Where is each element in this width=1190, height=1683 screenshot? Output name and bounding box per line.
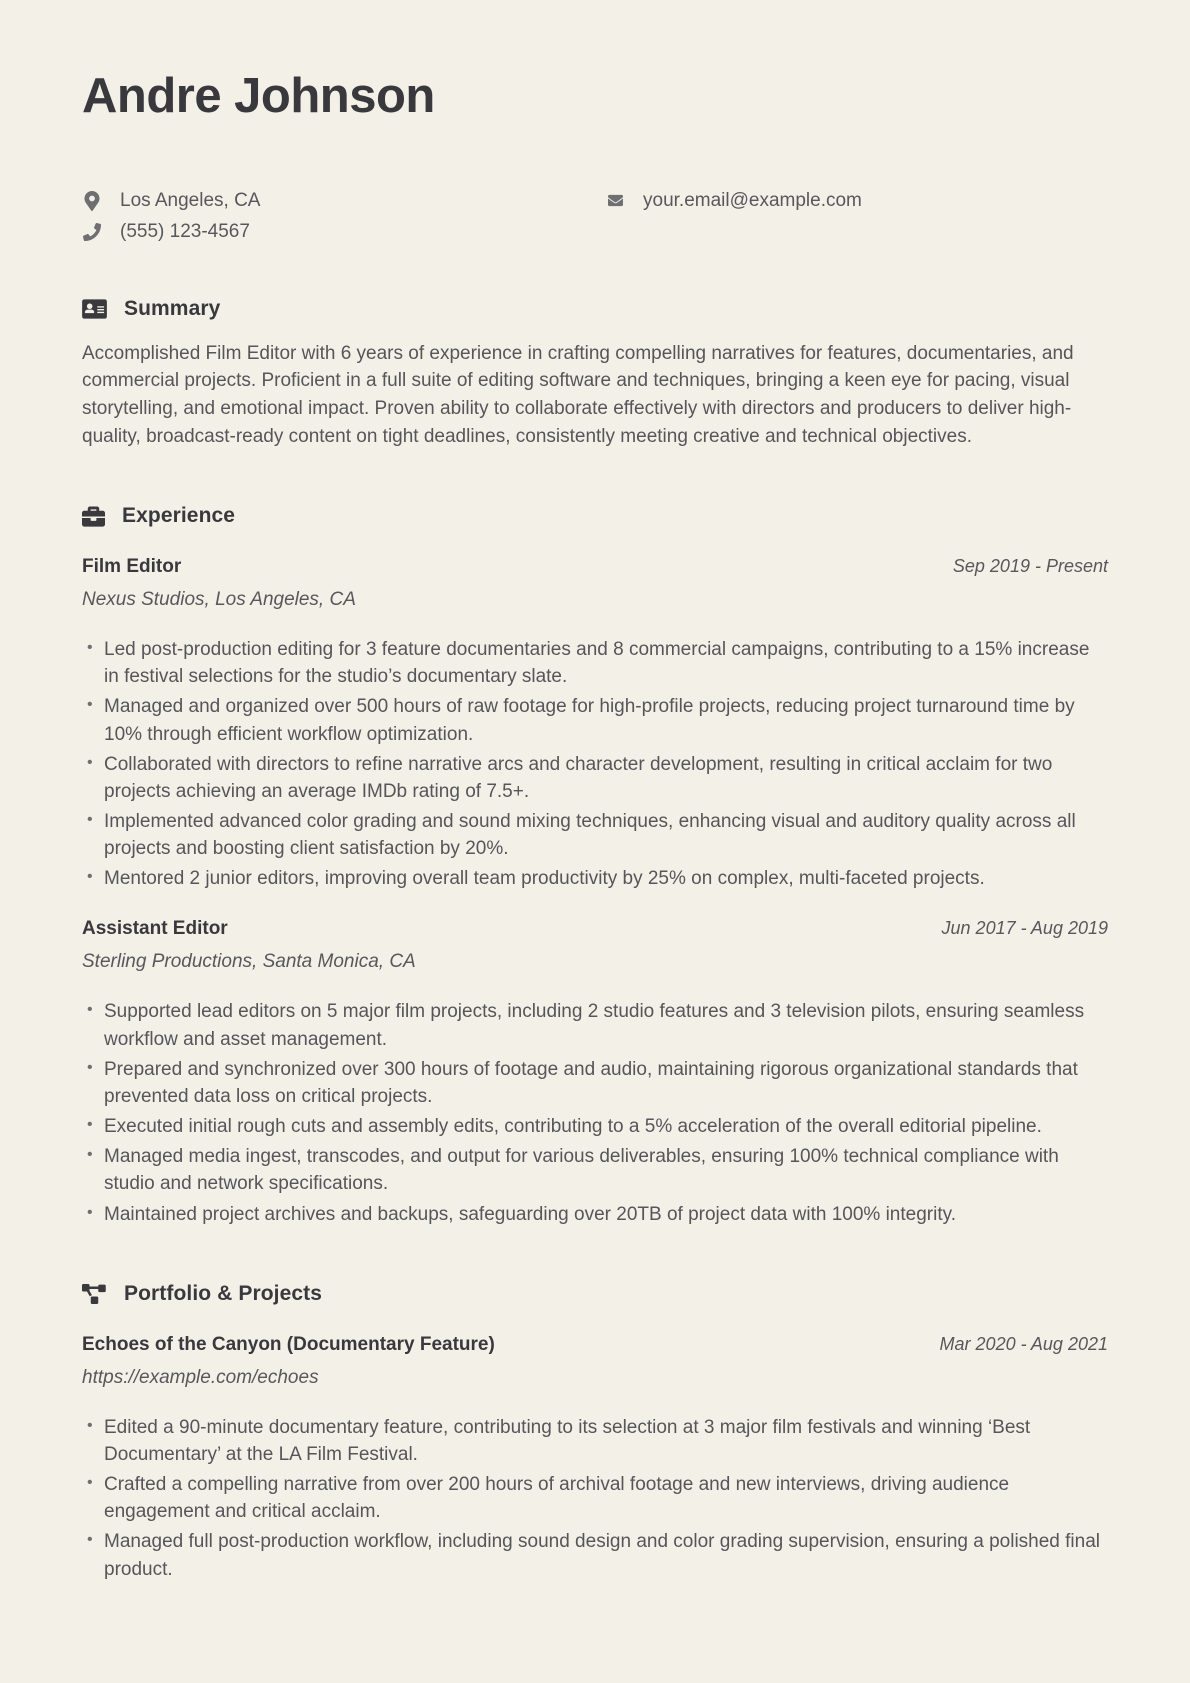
bullet-item: • Mentored 2 junior editors, improving overall team productivity by 25% on complex, multi-faceted projects.	[87, 865, 1108, 892]
bullet-item: • Managed media ingest, transcodes, and output for various deliverables, ensuring 100% technical compliance with studio and network specifications.	[87, 1143, 1108, 1197]
bullet-item: • Prepared and synchronized over 300 hours of footage and audio, maintaining rigorous organizational standards that prevented data loss on critical projects.	[87, 1056, 1108, 1110]
project-diagram-icon	[82, 1284, 107, 1304]
portfolio-heading	[82, 1282, 1108, 1306]
job-company: Sterling Productions, Santa Monica, CA	[82, 951, 416, 973]
bullet-item: • Supported lead editors on 5 major film projects, including 2 studio features and 3 television pilots, ensuring seamless workflow and asset management.	[87, 998, 1108, 1052]
bullet-item: • Implemented advanced color grading and sound mixing techniques, enhancing visual and auditory quality across all projects and boosting client satisfaction by 20%.	[87, 808, 1108, 862]
job-bullet-list	[82, 636, 1108, 892]
project-link[interactable]: https://example.com/echoes	[82, 1366, 319, 1388]
person-name: Andre Johnson	[82, 69, 435, 123]
project-entry	[82, 1334, 1108, 1583]
experience-entry	[82, 556, 1108, 892]
contact-left-column	[82, 190, 585, 243]
location-text: Los Angeles, CA	[120, 189, 261, 211]
contact-email	[605, 190, 1108, 212]
id-card-icon	[82, 298, 107, 320]
job-company: Nexus Studios, Los Angeles, CA	[82, 589, 356, 611]
job-date-range: Sep 2019 - Present	[952, 556, 1108, 577]
experience-heading	[82, 504, 1108, 528]
section-experience	[82, 504, 1108, 1228]
phone-text: (555) 123-4567	[120, 220, 250, 242]
section-title-portfolio: Portfolio & Projects	[124, 1281, 323, 1305]
summary-heading	[82, 297, 1108, 321]
job-title: Assistant Editor	[82, 918, 228, 940]
bullet-item: • Crafted a compelling narrative from over 200 hours of archival footage and new interviews, driving audience engagement and critical acclaim.	[87, 1471, 1108, 1525]
experience-entry	[82, 918, 1108, 1227]
job-bullet-list	[82, 998, 1108, 1227]
project-date-range: Mar 2020 - Aug 2021	[939, 1333, 1108, 1354]
contact-location	[82, 190, 585, 212]
bullet-item: • Edited a 90-minute documentary feature, contributing to its selection at 3 major film festivals and winning ‘Best Documentary’ at the LA Film Festival.	[87, 1414, 1108, 1468]
project-title: Echoes of the Canyon (Documentary Feature)	[82, 1333, 495, 1355]
job-date-range: Jun 2017 - Aug 2019	[941, 918, 1108, 939]
contact-right-column	[605, 190, 1108, 212]
envelope-icon	[605, 193, 625, 208]
bullet-item: • Managed full post-production workflow, including sound design and color grading supervision, ensuring a polished final product.	[87, 1528, 1108, 1582]
section-summary	[82, 297, 1108, 450]
phone-icon	[82, 223, 102, 241]
entry-header	[82, 918, 1108, 940]
bullet-item: • Led post-production editing for 3 feature documentaries and 8 commercial campaigns, contributing to a 15% increase in festival selections for the studio’s documentary slate.	[87, 636, 1108, 690]
project-bullet-list	[82, 1414, 1108, 1583]
bullet-item: • Managed and organized over 500 hours of raw footage for high-profile projects, reducing project turnaround time by 10% through efficient workflow optimization.	[87, 693, 1108, 747]
email-text: your.email@example.com	[643, 189, 862, 211]
location-pin-icon	[82, 191, 102, 211]
bullet-item: • Collaborated with directors to refine narrative arcs and character development, resulting in critical acclaim for two projects achieving an average IMDb rating of 7.5+.	[87, 751, 1108, 805]
contact-phone	[82, 221, 585, 243]
bullet-item: • Maintained project archives and backups, safeguarding over 20TB of project data with 100% integrity.	[87, 1201, 1108, 1228]
summary-paragraph: Accomplished Film Editor with 6 years of experience in crafting compelling narratives for features, documentaries, and commercial projects. Proficient in a full suite of editing software and techniques, bringing a keen eye for pacing, visual storytelling, and emotional impact. Proven ability to collaborate effectively with directors and producers to deliver high-quality, broadcast-ready content on tight deadlines, consistently meeting creative and technical objectives.	[82, 342, 1074, 447]
briefcase-icon	[82, 505, 105, 528]
entry-header	[82, 556, 1108, 578]
job-title: Film Editor	[82, 556, 182, 578]
bullet-item: • Executed initial rough cuts and assembly edits, contributing to a 5% acceleration of the overall editorial pipeline.	[87, 1113, 1108, 1140]
contact-info	[82, 190, 1108, 243]
section-title-experience: Experience	[122, 504, 236, 528]
entry-header	[82, 1334, 1108, 1356]
section-portfolio	[82, 1282, 1108, 1583]
section-title-summary: Summary	[124, 296, 221, 320]
